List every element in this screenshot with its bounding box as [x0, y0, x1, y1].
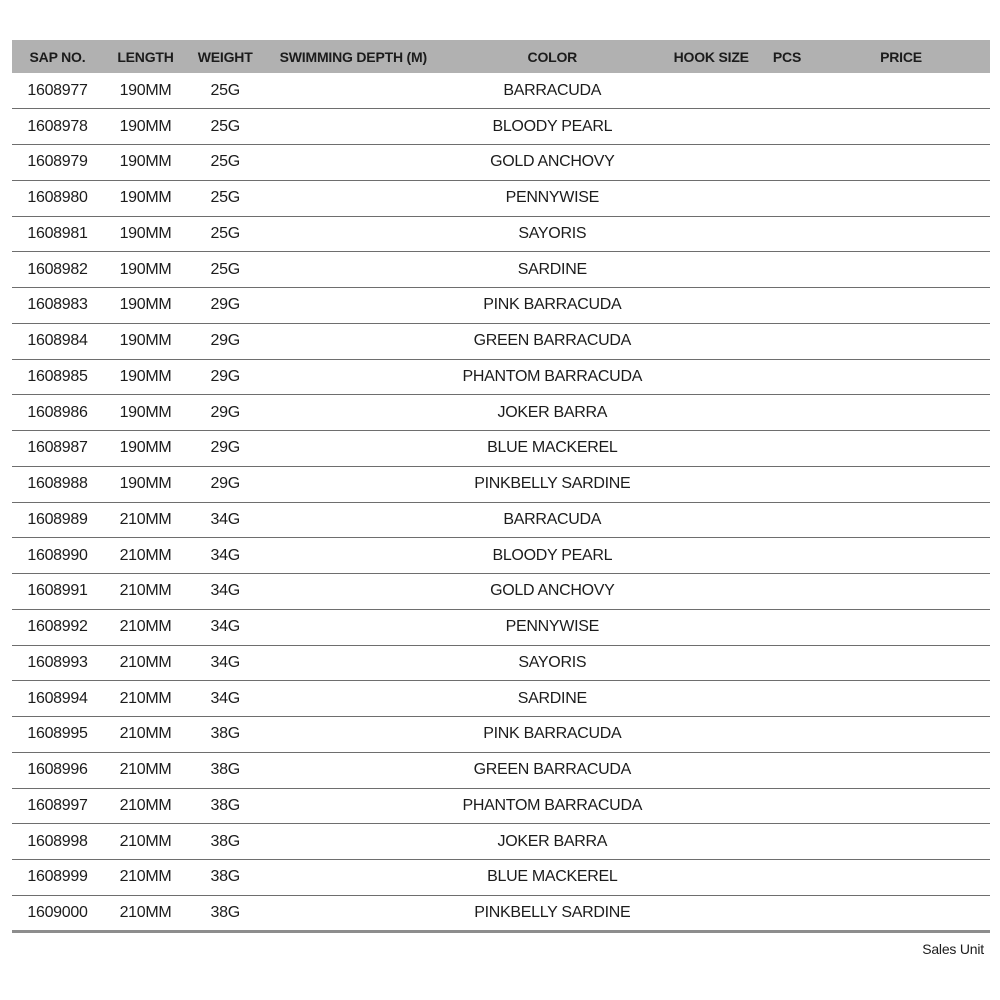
cell-weight: 34G [188, 681, 262, 717]
cell-swimming_depth [262, 180, 444, 216]
cell-swimming_depth [262, 288, 444, 324]
cell-sap_no: 1608987 [12, 431, 103, 467]
cell-length: 210MM [103, 502, 188, 538]
cell-color: BLOODY PEARL [444, 538, 660, 574]
sales-unit-label: Sales Unit [922, 941, 984, 957]
table-row [12, 502, 990, 538]
cell-length: 190MM [103, 359, 188, 395]
cell-length: 210MM [103, 860, 188, 896]
table-row [12, 824, 990, 860]
column-header-length: LENGTH [103, 40, 188, 73]
table-row [12, 323, 990, 359]
cell-price [812, 252, 990, 288]
cell-weight: 34G [188, 609, 262, 645]
cell-sap_no: 1608988 [12, 466, 103, 502]
cell-length: 190MM [103, 73, 188, 109]
cell-weight: 29G [188, 431, 262, 467]
cell-hook_size [660, 395, 762, 431]
cell-color: PENNYWISE [444, 609, 660, 645]
cell-weight: 25G [188, 252, 262, 288]
cell-swimming_depth [262, 323, 444, 359]
product-spec-table [12, 40, 990, 933]
cell-weight: 29G [188, 395, 262, 431]
cell-sap_no: 1608989 [12, 502, 103, 538]
cell-hook_size [660, 860, 762, 896]
cell-weight: 38G [188, 895, 262, 931]
cell-sap_no: 1608992 [12, 609, 103, 645]
cell-weight: 38G [188, 788, 262, 824]
cell-pcs [762, 645, 812, 681]
cell-color: PINK BARRACUDA [444, 717, 660, 753]
cell-price [812, 538, 990, 574]
cell-price [812, 717, 990, 753]
cell-swimming_depth [262, 502, 444, 538]
cell-sap_no: 1608985 [12, 359, 103, 395]
cell-swimming_depth [262, 216, 444, 252]
cell-pcs [762, 502, 812, 538]
cell-hook_size [660, 681, 762, 717]
cell-weight: 38G [188, 717, 262, 753]
table-row [12, 216, 990, 252]
cell-price [812, 788, 990, 824]
cell-weight: 25G [188, 216, 262, 252]
cell-hook_size [660, 252, 762, 288]
cell-pcs [762, 431, 812, 467]
cell-sap_no: 1608995 [12, 717, 103, 753]
cell-hook_size [660, 73, 762, 109]
cell-pcs [762, 288, 812, 324]
column-header-sap-no: SAP NO. [12, 40, 103, 73]
table-header-row [12, 40, 990, 73]
cell-sap_no: 1608993 [12, 645, 103, 681]
cell-length: 190MM [103, 252, 188, 288]
table-row [12, 717, 990, 753]
cell-pcs [762, 73, 812, 109]
cell-pcs [762, 609, 812, 645]
cell-color: GOLD ANCHOVY [444, 145, 660, 181]
cell-price [812, 824, 990, 860]
cell-hook_size [660, 109, 762, 145]
cell-price [812, 431, 990, 467]
cell-sap_no: 1608997 [12, 788, 103, 824]
cell-price [812, 681, 990, 717]
table-row [12, 431, 990, 467]
cell-weight: 29G [188, 288, 262, 324]
cell-swimming_depth [262, 145, 444, 181]
cell-length: 190MM [103, 431, 188, 467]
table-row [12, 145, 990, 181]
cell-color: GOLD ANCHOVY [444, 574, 660, 610]
cell-price [812, 216, 990, 252]
table-row [12, 609, 990, 645]
cell-color: SARDINE [444, 252, 660, 288]
cell-hook_size [660, 752, 762, 788]
table-row [12, 645, 990, 681]
cell-pcs [762, 109, 812, 145]
cell-pcs [762, 216, 812, 252]
table-row [12, 395, 990, 431]
column-header-swimming-depth: SWIMMING DEPTH (M) [262, 40, 444, 73]
cell-swimming_depth [262, 109, 444, 145]
cell-swimming_depth [262, 395, 444, 431]
cell-swimming_depth [262, 73, 444, 109]
cell-sap_no: 1608979 [12, 145, 103, 181]
cell-length: 210MM [103, 574, 188, 610]
table-row [12, 860, 990, 896]
cell-swimming_depth [262, 824, 444, 860]
cell-hook_size [660, 216, 762, 252]
cell-price [812, 288, 990, 324]
cell-sap_no: 1608999 [12, 860, 103, 896]
cell-hook_size [660, 145, 762, 181]
cell-swimming_depth [262, 538, 444, 574]
cell-hook_size [660, 538, 762, 574]
cell-length: 190MM [103, 323, 188, 359]
cell-length: 210MM [103, 752, 188, 788]
cell-swimming_depth [262, 717, 444, 753]
cell-hook_size [660, 502, 762, 538]
cell-pcs [762, 145, 812, 181]
column-header-weight: WEIGHT [188, 40, 262, 73]
cell-color: SAYORIS [444, 645, 660, 681]
cell-pcs [762, 395, 812, 431]
table-row [12, 681, 990, 717]
cell-length: 190MM [103, 395, 188, 431]
cell-length: 190MM [103, 145, 188, 181]
cell-color: BLOODY PEARL [444, 109, 660, 145]
column-header-hook-size: HOOK SIZE [660, 40, 762, 73]
table-row [12, 288, 990, 324]
cell-pcs [762, 574, 812, 610]
cell-price [812, 395, 990, 431]
cell-price [812, 323, 990, 359]
cell-sap_no: 1608978 [12, 109, 103, 145]
cell-weight: 38G [188, 824, 262, 860]
cell-hook_size [660, 609, 762, 645]
cell-length: 190MM [103, 180, 188, 216]
cell-length: 210MM [103, 681, 188, 717]
cell-pcs [762, 895, 812, 931]
cell-color: JOKER BARRA [444, 395, 660, 431]
cell-length: 190MM [103, 109, 188, 145]
cell-hook_size [660, 717, 762, 753]
cell-price [812, 359, 990, 395]
cell-weight: 25G [188, 73, 262, 109]
cell-length: 190MM [103, 216, 188, 252]
cell-hook_size [660, 645, 762, 681]
cell-swimming_depth [262, 252, 444, 288]
cell-sap_no: 1608977 [12, 73, 103, 109]
cell-swimming_depth [262, 431, 444, 467]
cell-swimming_depth [262, 609, 444, 645]
cell-price [812, 609, 990, 645]
cell-weight: 25G [188, 145, 262, 181]
cell-hook_size [660, 288, 762, 324]
cell-hook_size [660, 824, 762, 860]
cell-length: 210MM [103, 717, 188, 753]
cell-price [812, 466, 990, 502]
cell-weight: 34G [188, 645, 262, 681]
table-row [12, 109, 990, 145]
cell-pcs [762, 252, 812, 288]
table-row [12, 895, 990, 931]
cell-color: BLUE MACKEREL [444, 431, 660, 467]
cell-weight: 29G [188, 359, 262, 395]
cell-price [812, 109, 990, 145]
table-row [12, 538, 990, 574]
cell-swimming_depth [262, 681, 444, 717]
cell-hook_size [660, 466, 762, 502]
cell-price [812, 73, 990, 109]
cell-hook_size [660, 574, 762, 610]
cell-sap_no: 1608980 [12, 180, 103, 216]
table-row [12, 574, 990, 610]
cell-swimming_depth [262, 645, 444, 681]
table-row [12, 73, 990, 109]
cell-color: SAYORIS [444, 216, 660, 252]
column-header-pcs: PCS [762, 40, 812, 73]
cell-length: 210MM [103, 824, 188, 860]
table-row [12, 359, 990, 395]
cell-color: PHANTOM BARRACUDA [444, 359, 660, 395]
cell-weight: 29G [188, 323, 262, 359]
cell-swimming_depth [262, 752, 444, 788]
cell-color: PINKBELLY SARDINE [444, 895, 660, 931]
column-header-price: PRICE [812, 40, 990, 73]
cell-swimming_depth [262, 895, 444, 931]
cell-sap_no: 1608984 [12, 323, 103, 359]
cell-weight: 38G [188, 752, 262, 788]
cell-weight: 38G [188, 860, 262, 896]
cell-price [812, 502, 990, 538]
cell-sap_no: 1608990 [12, 538, 103, 574]
cell-sap_no: 1608982 [12, 252, 103, 288]
cell-pcs [762, 538, 812, 574]
cell-hook_size [660, 323, 762, 359]
cell-price [812, 752, 990, 788]
cell-color: SARDINE [444, 681, 660, 717]
cell-pcs [762, 788, 812, 824]
cell-length: 210MM [103, 788, 188, 824]
table-body [12, 73, 990, 931]
table-row [12, 252, 990, 288]
cell-weight: 34G [188, 502, 262, 538]
cell-pcs [762, 681, 812, 717]
column-header-color: COLOR [444, 40, 660, 73]
cell-sap_no: 1608986 [12, 395, 103, 431]
cell-length: 210MM [103, 645, 188, 681]
table-row [12, 180, 990, 216]
cell-price [812, 895, 990, 931]
cell-color: GREEN BARRACUDA [444, 323, 660, 359]
cell-pcs [762, 466, 812, 502]
cell-hook_size [660, 895, 762, 931]
cell-pcs [762, 752, 812, 788]
cell-weight: 34G [188, 574, 262, 610]
cell-sap_no: 1608981 [12, 216, 103, 252]
cell-sap_no: 1608996 [12, 752, 103, 788]
cell-color: PINKBELLY SARDINE [444, 466, 660, 502]
cell-length: 210MM [103, 609, 188, 645]
cell-price [812, 645, 990, 681]
cell-color: PENNYWISE [444, 180, 660, 216]
cell-length: 190MM [103, 466, 188, 502]
cell-weight: 25G [188, 180, 262, 216]
table-header [12, 40, 990, 73]
cell-swimming_depth [262, 860, 444, 896]
cell-swimming_depth [262, 466, 444, 502]
cell-pcs [762, 323, 812, 359]
cell-sap_no: 1608994 [12, 681, 103, 717]
cell-length: 190MM [103, 288, 188, 324]
cell-length: 210MM [103, 895, 188, 931]
cell-length: 210MM [103, 538, 188, 574]
cell-price [812, 574, 990, 610]
cell-price [812, 180, 990, 216]
cell-pcs [762, 824, 812, 860]
cell-hook_size [660, 788, 762, 824]
cell-hook_size [660, 431, 762, 467]
cell-color: PINK BARRACUDA [444, 288, 660, 324]
cell-price [812, 145, 990, 181]
cell-pcs [762, 359, 812, 395]
cell-color: BARRACUDA [444, 73, 660, 109]
table-row [12, 752, 990, 788]
cell-pcs [762, 860, 812, 896]
cell-swimming_depth [262, 788, 444, 824]
cell-pcs [762, 717, 812, 753]
cell-sap_no: 1608983 [12, 288, 103, 324]
cell-sap_no: 1608991 [12, 574, 103, 610]
cell-weight: 34G [188, 538, 262, 574]
cell-color: BARRACUDA [444, 502, 660, 538]
cell-pcs [762, 180, 812, 216]
cell-weight: 25G [188, 109, 262, 145]
cell-hook_size [660, 359, 762, 395]
table-row [12, 466, 990, 502]
cell-swimming_depth [262, 359, 444, 395]
cell-hook_size [660, 180, 762, 216]
cell-price [812, 860, 990, 896]
cell-color: JOKER BARRA [444, 824, 660, 860]
cell-sap_no: 1609000 [12, 895, 103, 931]
cell-color: BLUE MACKEREL [444, 860, 660, 896]
cell-sap_no: 1608998 [12, 824, 103, 860]
cell-color: GREEN BARRACUDA [444, 752, 660, 788]
cell-color: PHANTOM BARRACUDA [444, 788, 660, 824]
cell-weight: 29G [188, 466, 262, 502]
table-row [12, 788, 990, 824]
cell-swimming_depth [262, 574, 444, 610]
